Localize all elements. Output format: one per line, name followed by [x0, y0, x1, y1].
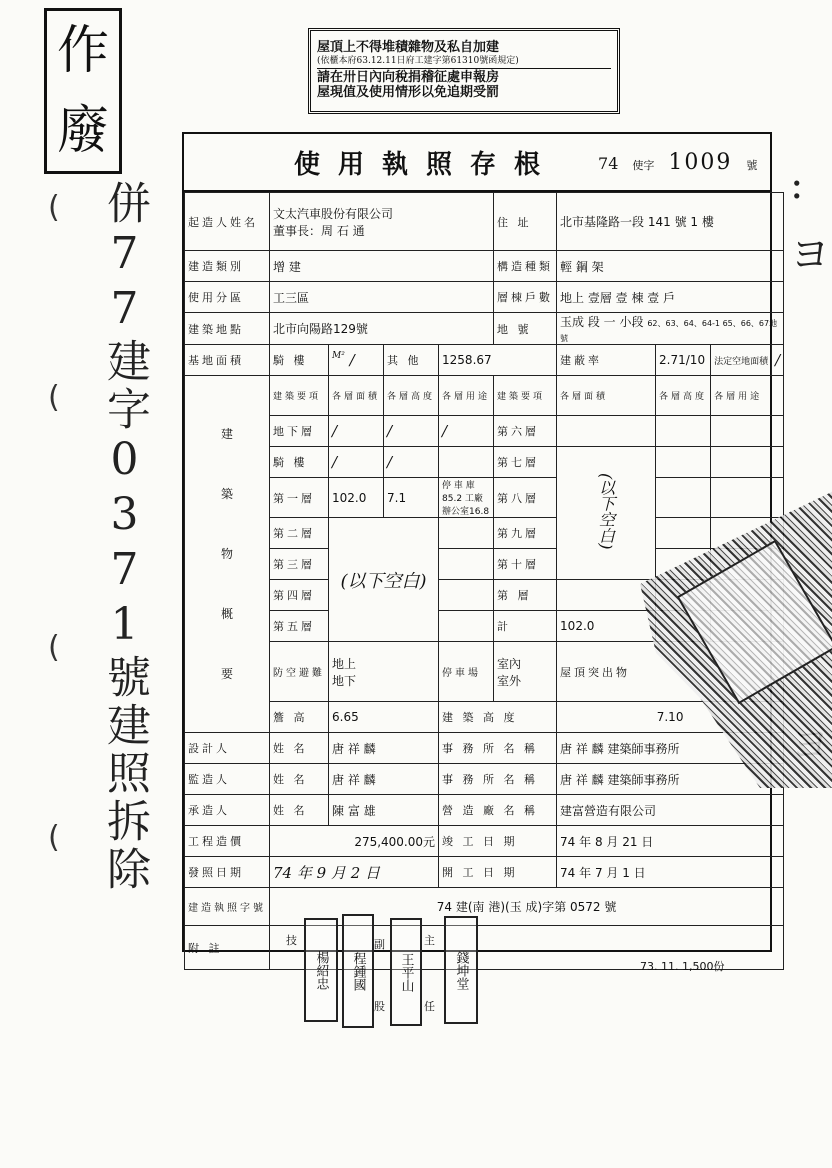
- builder-name-line1: 文太汽車股份有限公司: [273, 206, 394, 221]
- shelter-label: 防空避難: [270, 642, 329, 702]
- shelter-values: [329, 642, 439, 702]
- parking-values: [494, 642, 557, 702]
- completion-label: 竣 工 日 期: [439, 826, 557, 857]
- col-header: 各層高度: [384, 376, 439, 416]
- build-type-label: 建造類別: [185, 251, 270, 282]
- permit-form: [182, 132, 781, 955]
- supervisor-label: 監造人: [185, 764, 270, 795]
- seal-stamp: 王平山: [390, 918, 422, 1026]
- designer-name: 唐 祥 麟: [329, 733, 439, 764]
- floor-row: [185, 447, 784, 478]
- notice-box: [308, 28, 620, 114]
- open-space-value: /: [772, 345, 784, 376]
- void-stamp-char: 廢: [56, 101, 109, 161]
- unit: M²: [332, 351, 345, 361]
- designer-office: 唐 祥 麟 建築師事務所: [557, 733, 784, 764]
- col-header: 各層用途: [711, 376, 784, 416]
- shelter-above: 地上: [332, 656, 357, 671]
- floor-name: 第八層: [494, 478, 557, 518]
- seal-label: 任: [424, 1000, 435, 1013]
- seal-stamp: 錢坤堂: [444, 916, 478, 1024]
- side-char: 物: [220, 547, 233, 561]
- builder-name-line2: 董事長：周 石 通: [273, 223, 365, 238]
- designer-row: [185, 733, 784, 764]
- arcade-value: [329, 345, 384, 376]
- issue-value: 74 年 9 月 2 日: [270, 857, 439, 888]
- site-value: 北市向陽路129號: [270, 313, 494, 345]
- floor-area: 102.0: [329, 478, 384, 518]
- void-stamp-char: 作: [56, 21, 109, 81]
- build-permit-label: 建造執照字號: [185, 888, 270, 926]
- floors-value: 地上 壹層 壹 棟 壹 戶: [557, 282, 784, 313]
- address-label: 住 址: [494, 193, 557, 251]
- floor-name: 第十層: [494, 549, 557, 580]
- contractor-firm-label: 營 造 廠 名 稱: [439, 795, 557, 826]
- supervisor-row: [185, 764, 784, 795]
- notice-line: 屋頂上不得堆積雜物及私自加建: [317, 39, 500, 55]
- site-label: 建築地點: [185, 313, 270, 345]
- floor-row: [185, 478, 784, 518]
- eave-row: [185, 702, 784, 733]
- floor-name: 第九層: [494, 518, 557, 549]
- name-label: 姓 名: [270, 764, 329, 795]
- zone-label: 使用分區: [185, 282, 270, 313]
- margin-mark: (: [48, 820, 60, 855]
- floor-area: /: [329, 416, 384, 447]
- void-stamp: [44, 8, 122, 174]
- contractor-label: 承造人: [185, 795, 270, 826]
- margin-mark: (: [48, 630, 60, 665]
- supervisor-name: 唐 祥 麟: [329, 764, 439, 795]
- floor-name: 計: [494, 611, 557, 642]
- issue-row: [185, 857, 784, 888]
- structure-label: 構造種類: [494, 251, 557, 282]
- build-type-value: 增 建: [270, 251, 494, 282]
- name-label: 姓 名: [270, 733, 329, 764]
- designer-label: 設計人: [185, 733, 270, 764]
- building-height-value: 7.10: [557, 702, 784, 733]
- name-label: 姓 名: [270, 795, 329, 826]
- seal-stamp: 楊紹忠: [304, 918, 338, 1022]
- structure-value: 輕 鋼 架: [557, 251, 784, 282]
- zone-value: 工三區: [270, 282, 494, 313]
- permit-char: 使字: [632, 158, 655, 172]
- right-edge-marks: : ヨ: [790, 162, 830, 278]
- lot-numbers: 62、63、64、64-1 65、66、67地號: [560, 319, 778, 343]
- permit-suffix: 號: [746, 158, 758, 172]
- floor-height: 7.1: [384, 478, 439, 518]
- notice-line: (依櫃本府63.12.11日府工建字第61310號函規定): [317, 56, 611, 69]
- side-char: 要: [220, 667, 233, 681]
- col-header: 建築要項: [270, 376, 329, 416]
- col-header: 各層面積: [557, 376, 656, 416]
- permit-prefix: 74: [598, 153, 619, 173]
- side-char: 概: [220, 607, 233, 621]
- base-area-label: 基地面積: [185, 345, 270, 376]
- seal-area: [282, 912, 482, 1030]
- roof-label: 屋頂突出物: [557, 642, 784, 702]
- address-value: 北市基隆路一段 141 號 1 樓: [557, 193, 784, 251]
- build-permit-row: [185, 888, 784, 926]
- eave-label: 簷 高: [270, 702, 329, 733]
- notice-line: 屋現值及使用情形以免追期受罰: [317, 85, 500, 101]
- parking-label: 停車場: [439, 642, 494, 702]
- print-footnote: 73. 11. 1,500份: [640, 960, 725, 973]
- builder-label: 起造人姓名: [185, 193, 270, 251]
- parking-out: 室外: [497, 673, 522, 688]
- office-label: 事 務 所 名 稱: [439, 733, 557, 764]
- col-header: 各層面積: [329, 376, 384, 416]
- floor-height: /: [384, 447, 439, 478]
- contractor-firm: 建富營造有限公司: [557, 795, 784, 826]
- floor-use: /: [439, 416, 494, 447]
- handwritten-blank-right: (以下空白): [596, 473, 616, 550]
- permit-number: 1009: [668, 149, 733, 175]
- issue-label: 發照日期: [185, 857, 270, 888]
- margin-mark: (: [48, 380, 60, 415]
- arcade-value-text: /: [349, 351, 355, 369]
- side-char: 建: [220, 427, 233, 441]
- contractor-row: [185, 795, 784, 826]
- remarks-label: 附 註: [185, 926, 270, 970]
- col-header: 各層高度: [656, 376, 711, 416]
- permit-number-group: [598, 150, 757, 175]
- supervisor-office: 唐 祥 麟 建築師事務所: [557, 764, 784, 795]
- lot-label: 地 號: [494, 313, 557, 345]
- lot-value: 玉成 段 一 小段: [560, 315, 644, 329]
- cost-value: 275,400.00元: [270, 826, 439, 857]
- col-header: 建築要項: [494, 376, 557, 416]
- floor-name: 騎 樓: [270, 447, 329, 478]
- notice-line: 請在卅日內向稅捐稽征處申報房: [317, 70, 500, 86]
- eave-value: 6.65: [329, 702, 439, 733]
- office-label: 事 務 所 名 稱: [439, 764, 557, 795]
- open-space-label: 法定空地面積: [711, 345, 772, 376]
- arcade-label: 騎 樓: [270, 345, 329, 376]
- floor-name: 第六層: [494, 416, 557, 447]
- contractor-name: 陳 富 雄: [329, 795, 439, 826]
- cost-row: [185, 826, 784, 857]
- margin-mark: (: [48, 190, 60, 225]
- floor-row: [185, 518, 784, 549]
- seal-label: 副: [374, 938, 385, 951]
- other-label: 其 他: [384, 345, 439, 376]
- form-title: 使用執照存根: [294, 149, 559, 180]
- coverage-value: 2.71/10: [656, 345, 711, 376]
- handwritten-blank-left: (以下空白): [340, 570, 427, 592]
- floor-area: /: [329, 447, 384, 478]
- seal-label: 主: [424, 934, 435, 947]
- floor-name: 第二層: [270, 518, 329, 549]
- other-value: 1258.67: [439, 345, 557, 376]
- seal-stamp: 程鍾國: [342, 914, 374, 1028]
- parking-in: 室內: [497, 656, 522, 671]
- floor-row: [185, 416, 784, 447]
- floor-name: 第三層: [270, 549, 329, 580]
- structure-summary-side-label: [185, 376, 270, 733]
- floor-name: 第四層: [270, 580, 329, 611]
- shelter-below: 地下: [332, 673, 357, 688]
- floor-name: 第 層: [494, 580, 557, 611]
- handwritten-note: 併77建字0371號建照拆除: [99, 180, 150, 894]
- building-height-label: 建 築 高 度: [439, 702, 557, 733]
- floor-use: 停 車 庫85.2 工廠辦公室16.8: [439, 478, 494, 518]
- side-char: 築: [220, 487, 233, 501]
- seal-label: 技: [286, 934, 297, 947]
- start-label: 開 工 日 期: [439, 857, 557, 888]
- start-value: 74 年 7 月 1 日: [557, 857, 784, 888]
- total-area: 102.0: [557, 611, 656, 642]
- form-title-row: [184, 134, 770, 192]
- floor-name: 地下層: [270, 416, 329, 447]
- floor-height: /: [384, 416, 439, 447]
- floor-name: 第七層: [494, 447, 557, 478]
- build-permit-value: 74 建(南 港)(玉 成)字第 0572 號: [270, 888, 784, 926]
- coverage-label: 建蔽率: [557, 345, 656, 376]
- floor-name: 第一層: [270, 478, 329, 518]
- lot-value-cell: [557, 313, 784, 345]
- floors-label: 層棟戶數: [494, 282, 557, 313]
- floor-name: 第五層: [270, 611, 329, 642]
- builder-name: [270, 193, 494, 251]
- cost-label: 工程造價: [185, 826, 270, 857]
- completion-value: 74 年 8 月 21 日: [557, 826, 784, 857]
- seal-label: 股: [374, 1000, 385, 1013]
- col-header: 各層用途: [439, 376, 494, 416]
